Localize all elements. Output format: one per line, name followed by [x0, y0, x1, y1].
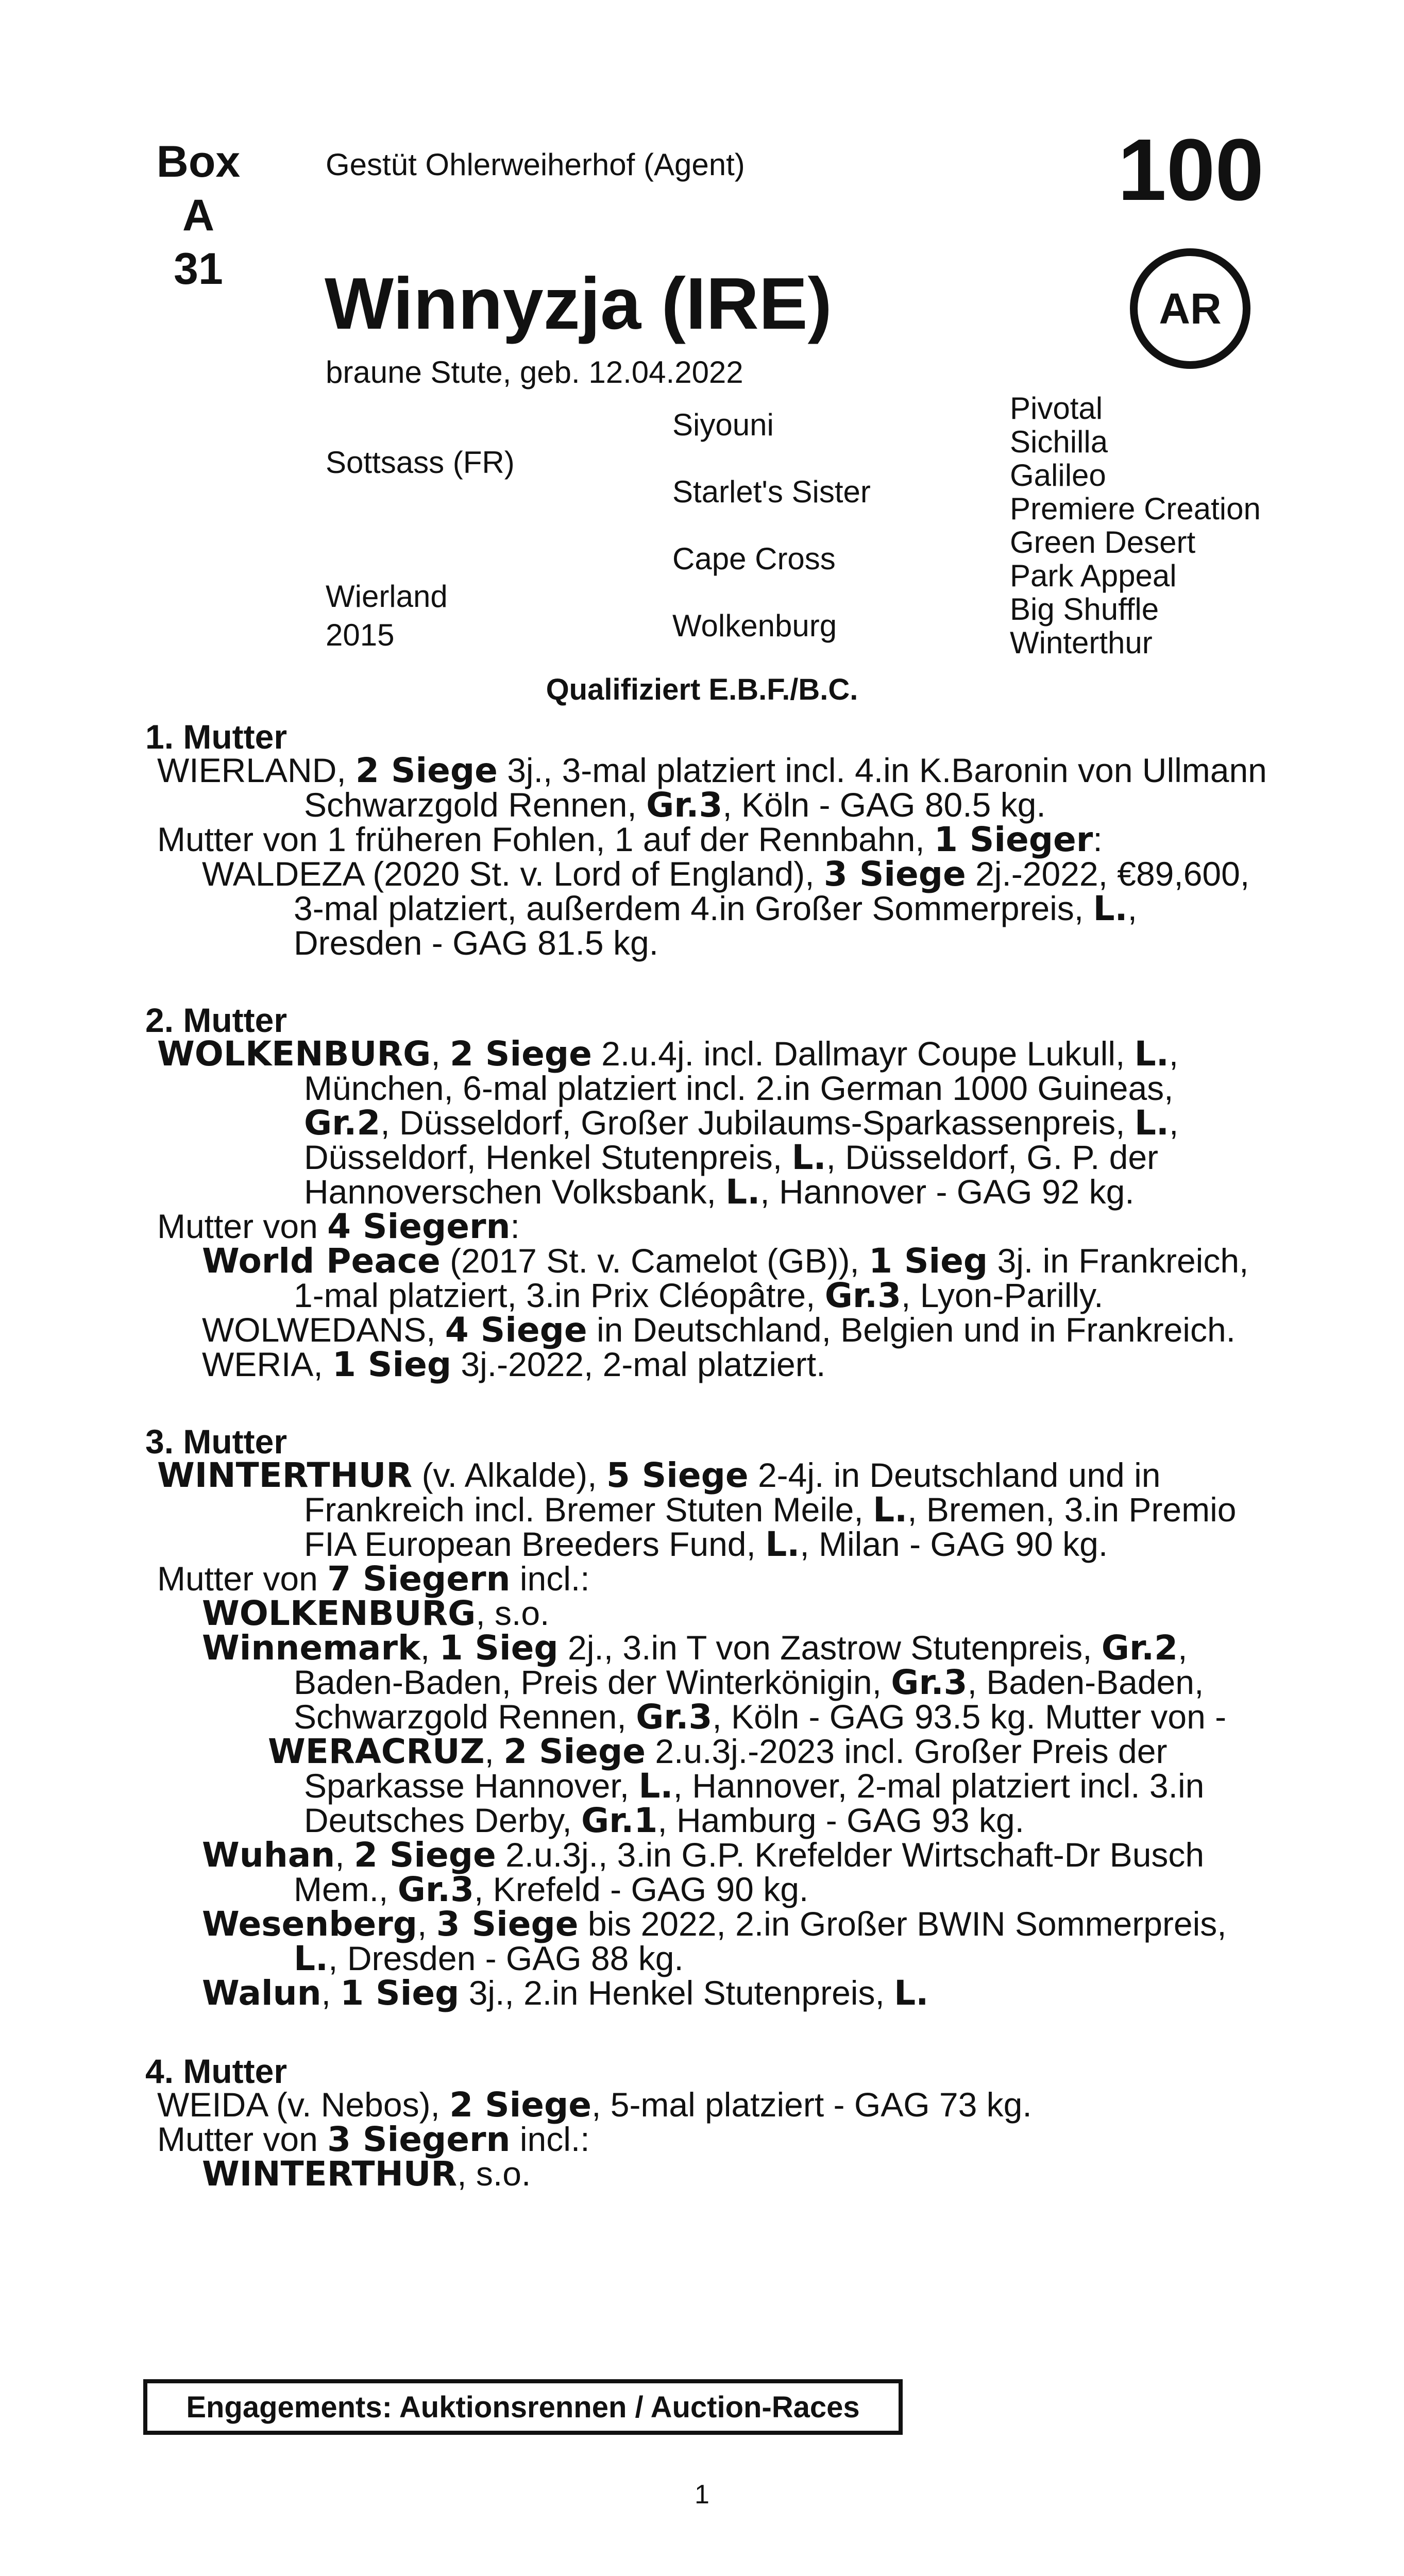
dam-year: 2015 [326, 618, 395, 652]
dam-line: Mutter von 4 Siegern: [157, 1207, 520, 1246]
qualification: Qualifiziert E.B.F./B.C. [546, 673, 858, 706]
great-grandparent: Sichilla [1010, 425, 1108, 459]
dam-line: Hannoverschen Volksbank, L., Hannover - GAG 92 kg. [304, 1172, 1135, 1212]
dam-line: WEIDA (v. Nebos), 2 Siege, 5-mal platziert - GAG 73 kg. [157, 2085, 1032, 2125]
ar-badge-label: AR [1159, 284, 1222, 333]
great-grandparent: Green Desert [1010, 525, 1196, 560]
ar-badge [1130, 248, 1250, 369]
dam-line: Walun, 1 Sieg 3j., 2.in Henkel Stutenpreis, L. [202, 1973, 929, 2013]
grandparent: Wolkenburg [672, 608, 837, 643]
dam-line: World Peace (2017 St. v. Camelot (GB)), 1 Sieg 3j. in Frankreich, [202, 1241, 1249, 1281]
great-grandparent: Big Shuffle [1010, 592, 1159, 626]
dam-line: Schwarzgold Rennen, Gr.3, Köln - GAG 80.5 kg. [304, 785, 1046, 825]
dam-line: München, 6-mal platziert incl. 2.in German 1000 Guineas, [304, 1069, 1174, 1107]
box-label-line1: Box [156, 137, 241, 187]
dam-line: Mutter von 3 Siegern incl.: [157, 2120, 590, 2159]
dam-line: FIA European Breeders Fund, L., Milan - GAG 90 kg. [304, 1524, 1108, 1564]
dam-line: Wuhan, 2 Siege 2.u.3j., 3.in G.P. Krefelder Wirtschaft-Dr Busch [202, 1835, 1205, 1875]
dam-line: L., Dresden - GAG 88 kg. [294, 1939, 684, 1978]
dam-line: WINTERTHUR, s.o. [202, 2154, 531, 2194]
dam-line: Wesenberg, 3 Siege bis 2022, 2.in Großer BWIN Sommerpreis, [202, 1904, 1227, 1944]
dam-line: WIERLAND, 2 Siege 3j., 3-mal platziert incl. 4.in K.Baronin von Ullmann [157, 751, 1267, 790]
section-title-4th-dam: 4. Mutter [145, 2052, 287, 2090]
dam: Wierland [326, 579, 448, 614]
box-label-line2: A 31 [174, 191, 223, 294]
page-number: 1 [695, 2480, 709, 2510]
engagements-label: Engagements: Auktionsrennen / Auction-Races [186, 2390, 860, 2424]
sire: Sottsass (FR) [326, 445, 515, 480]
agent-name: Gestüt Ohlerweiherhof (Agent) [326, 147, 745, 182]
dam-line: Deutsches Derby, Gr.1, Hamburg - GAG 93 kg. [304, 1801, 1024, 1840]
dam-line: Mem., Gr.3, Krefeld - GAG 90 kg. [294, 1870, 809, 1909]
grandparent: Siyouni [672, 408, 774, 442]
great-grandparent: Premiere Creation [1010, 492, 1261, 526]
dam-line: Sparkasse Hannover, L., Hannover, 2-mal platziert incl. 3.in [304, 1766, 1205, 1806]
dam-line: 3-mal platziert, außerdem 4.in Großer Sommerpreis, L., [294, 889, 1137, 928]
dam-line: Düsseldorf, Henkel Stutenpreis, L., Düsseldorf, G. P. der [304, 1138, 1159, 1177]
section-title-1st-dam: 1. Mutter [145, 718, 287, 756]
box-label [155, 135, 242, 296]
dam-line: Mutter von 7 Siegern incl.: [157, 1559, 590, 1599]
great-grandparent: Winterthur [1010, 625, 1153, 660]
engagements-box [143, 2379, 903, 2435]
dam-line: Schwarzgold Rennen, Gr.3, Köln - GAG 93.5 kg. Mutter von - [294, 1697, 1227, 1737]
dam-line: Dresden - GAG 81.5 kg. [294, 924, 658, 962]
dam-line: WERIA, 1 Sieg 3j.-2022, 2-mal platziert. [202, 1345, 826, 1384]
grandparent: Starlet's Sister [672, 474, 871, 509]
great-grandparent: Park Appeal [1010, 558, 1177, 593]
horse-description: braune Stute, geb. 12.04.2022 [326, 355, 743, 389]
dam-line: WALDEZA (2020 St. v. Lord of England), 3 Siege 2j.-2022, €89,600, [202, 854, 1250, 894]
dam-line: Baden-Baden, Preis der Winterkönigin, Gr.3, Baden-Baden, [294, 1663, 1204, 1702]
dam-line: Mutter von 1 früheren Fohlen, 1 auf der Rennbahn, 1 Sieger: [157, 820, 1103, 859]
dam-line: WOLKENBURG, 2 Siege 2.u.4j. incl. Dallmayr Coupe Lukull, L., [157, 1034, 1179, 1074]
section-title-3rd-dam: 3. Mutter [145, 1422, 287, 1461]
dam-line: WINTERTHUR (v. Alkalde), 5 Siege 2-4j. in Deutschland und in [157, 1455, 1161, 1495]
dam-line: WERACRUZ, 2 Siege 2.u.3j.-2023 incl. Großer Preis der [268, 1732, 1168, 1771]
grandparent: Cape Cross [672, 541, 836, 576]
dam-line: Winnemark, 1 Sieg 2j., 3.in T von Zastrow Stutenpreis, Gr.2, [202, 1628, 1188, 1668]
horse-name: Winnyzja (IRE) [325, 263, 832, 345]
lot-number: 100 [1118, 121, 1264, 219]
dam-line: WOLKENBURG, s.o. [202, 1594, 550, 1633]
dam-line: Gr.2, Düsseldorf, Großer Jubilaums-Sparkassenpreis, L., [304, 1103, 1179, 1143]
dam-line: 1-mal platziert, 3.in Prix Cléopâtre, Gr.3, Lyon-Parilly. [294, 1276, 1104, 1315]
great-grandparent: Pivotal [1010, 391, 1103, 426]
section-title-2nd-dam: 2. Mutter [145, 1001, 287, 1039]
great-grandparent: Galileo [1010, 458, 1106, 493]
dam-line: Frankreich incl. Bremer Stuten Meile, L., Bremen, 3.in Premio [304, 1490, 1237, 1530]
dam-line: WOLWEDANS, 4 Siege in Deutschland, Belgien und in Frankreich. [202, 1310, 1236, 1350]
